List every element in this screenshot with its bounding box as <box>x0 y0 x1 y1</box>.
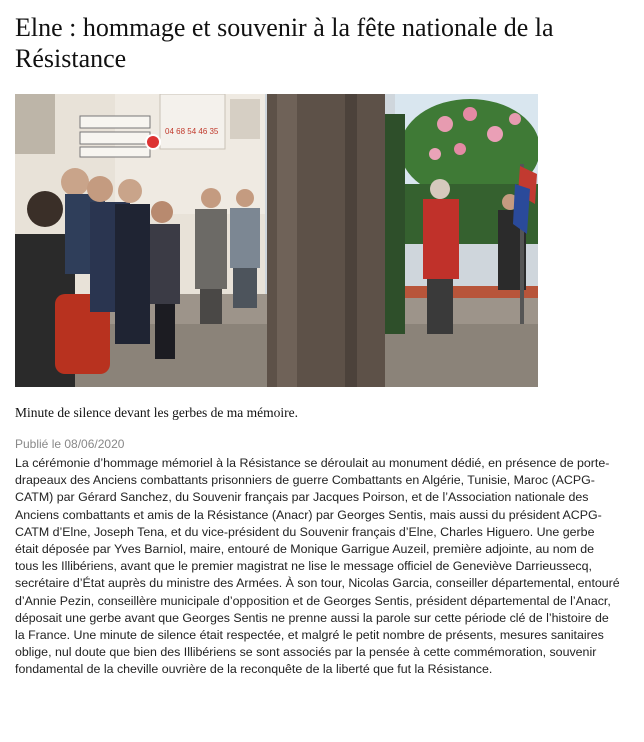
article-body: La cérémonie d’hommage mémoriel à la Résistance se déroulait au monument dédié, en présence de porte-drapeaux des Anciens combattants prisonniers de guerre Combattants en Algérie, Tunisie, Maroc (ACPG-CATM) par Gérard Sanchez, du Souvenir français par Jacques Poirson, et de l’Association nationale des Anciens combattants et amis de la Résistance (Anacr) par Georges Sentis, mais aussi du président ACPG-CATM d’Elne, Joseph Tena, et du vice-président du Souvenir français d’Elne, Charles Higuero. Une gerbe était déposée par Yves Barniol, maire, entouré de Monique Garrigue Auzeil, première adjointe, au nom de tous les Illibériens, avant que le premier magistrat ne lise le message officiel de Geneviève Darrieussecq, secrétaire d’État auprès du ministre des Armées. À son tour, Nicolas Garcia, conseiller départemental, entouré d’Annie Pezin, conseillère municipale d’opposition et de Georges Sentis, président départemental de l’Anacr, déposait une gerbe avant que Georges Sentis ne prenne aussi la parole sur cette période clé de l’histoire de la France. Une minute de silence était respectée, et malgré le petit nombre de présents, mesures sanitaires oblige, nul doute que bien des Illibériens se sont associés par la pensée à cette commémoration, souvenir fondamental de la cheville ouvrière de la reconquête de la liberté que fut la Résistance. <box>15 456 620 677</box>
sign-phone-text: 04 68 54 46 35 <box>165 127 219 136</box>
publish-info <box>15 437 124 451</box>
article-title: Elne : hommage et souvenir à la fête nationale de la Résistance <box>15 13 554 73</box>
photo-caption: Minute de silence devant les gerbes de ma mémoire. <box>15 405 299 420</box>
published-date: 08/06/2020 <box>64 437 125 451</box>
article-photo <box>15 94 538 387</box>
published-label: Publié le <box>15 437 65 451</box>
